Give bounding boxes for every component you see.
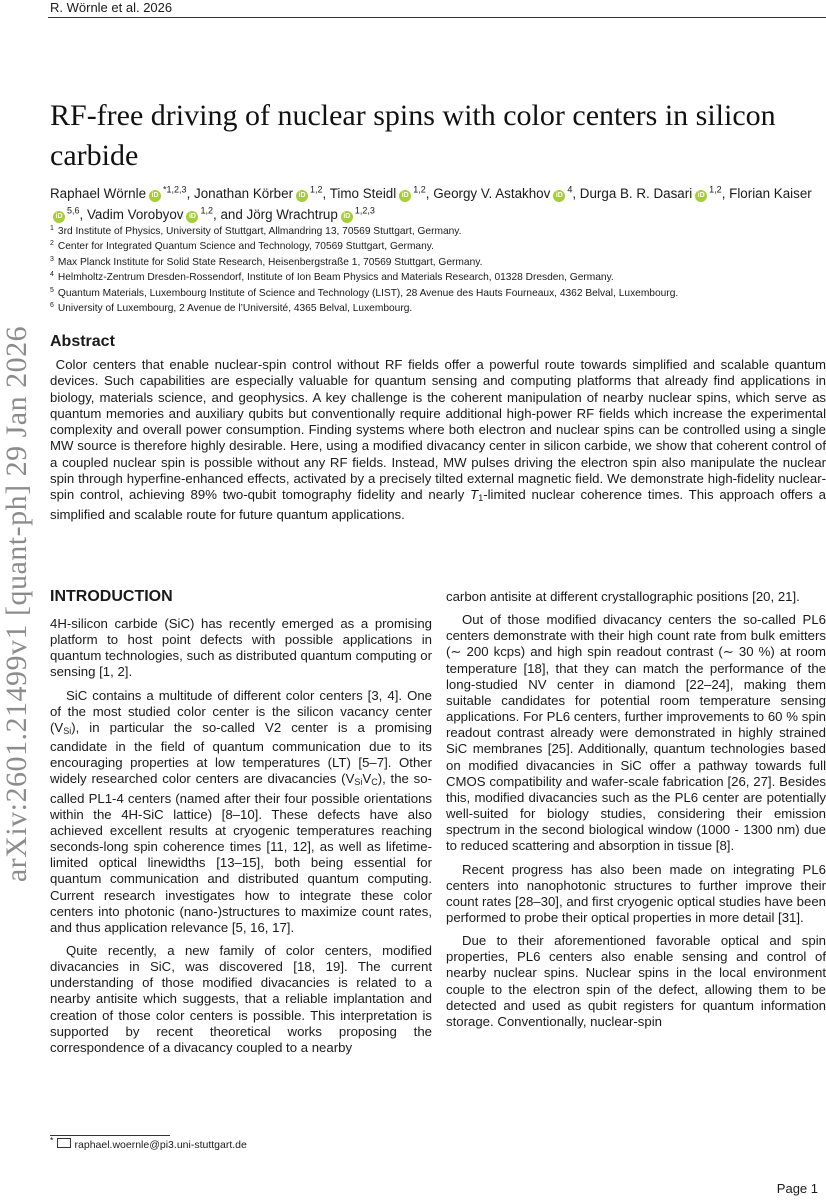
- paper-title: RF-free driving of nuclear spins with color centers in silicon carbide: [50, 99, 776, 172]
- email-link[interactable]: raphael.woernle@pi3.uni-stuttgart.de: [74, 1139, 247, 1151]
- left-column: [50, 588, 432, 1063]
- affiliation-number: 3: [50, 255, 54, 263]
- author-name: Raphael Wörnle: [50, 186, 147, 201]
- affiliation-number: 5: [50, 286, 54, 294]
- intro-paragraph-3-continued: carbon antisite at different crystallographic positions [20, 21].: [446, 589, 800, 604]
- author-name: Jörg Wrachtrup: [246, 207, 338, 222]
- intro-paragraph-6: Due to their aforementioned favorable optical and spin properties, PL6 centers also enable sensing and control of nearby nuclear spins. Nuclear spins in the local environment couple to the electron spin of the defect, allowing them to be detected and used as qubit registers for quantum information storage. Conventionally, nuclear-spin: [446, 933, 826, 1029]
- author-name: Durga B. R. Dasari: [579, 186, 693, 201]
- author-affiliation-marker: 1,2: [200, 205, 213, 216]
- orcid-icon[interactable]: iD: [341, 211, 353, 223]
- affiliation-number: 6: [50, 302, 54, 310]
- affiliation-item: [50, 286, 820, 301]
- running-head: R. Wörnle et al. 2026: [50, 0, 173, 15]
- affiliation-item: [50, 224, 820, 239]
- abstract-heading: Abstract: [50, 333, 115, 350]
- author-name: Georgy V. Astakhov: [433, 186, 551, 201]
- orcid-icon[interactable]: iD: [296, 190, 308, 202]
- intro-paragraph-5: Recent progress has also been made on integrating PL6 centers into nanophotonic structures to further improve their count rates [28–30], and first cryogenic optical studies have been performed to probe their optical properties in more detail [31].: [446, 861, 826, 925]
- author-affiliation-marker: 1,2: [413, 184, 426, 195]
- affiliation-text: Helmholtz-Zentrum Dresden-Rossendorf, Institute of Ion Beam Physics and Materials Research, 01328 Dresden, Germany.: [57, 272, 614, 284]
- footnote-rule: [50, 1135, 170, 1136]
- intro-paragraph-3: Quite recently, a new family of color centers, modified divacancies in SiC, was discovered [18, 19]. The current understanding of those modified divacancies is related to a nearby antisite which suggests, that a reliable implantation and creation of those color centers is possible. This interpretation is supported by recent theoretical works proposing the correspondence of a divacancy coupled to a nearby: [50, 942, 432, 1055]
- author-name: Florian Kaiser: [729, 186, 812, 201]
- orcid-icon[interactable]: iD: [186, 211, 198, 223]
- author-affiliation-marker: 1,2,3: [354, 205, 375, 216]
- affiliation-list: [50, 224, 820, 316]
- affiliation-text: Max Planck Institute for Solid State Research, Heisenbergstraße 1, 70569 Stuttgart, Germany.: [57, 256, 483, 268]
- orcid-icon[interactable]: iD: [149, 190, 161, 202]
- affiliation-text: 3rd Institute of Physics, University of Stuttgart, Allmandring 13, 70569 Stuttgart, Germany.: [57, 226, 462, 237]
- affiliation-number: 4: [50, 271, 54, 279]
- intro-paragraph-4: Out of those modified divacancy centers the so-called PL6 centers demonstrate with their high count rate from bulk emitters (∼ 200 kcps) and high spin readout contrast (∼ 30 %) at room temperature [18], that they can match the performance of the long-studied NV center in diamond [22–24], making them suitable candidates for potential room temperature sensing applications. For PL6 centers, further improvements to 60 % spin readout contrast already were demonstrated in highly strained SiC membranes [25]. Additionally, quantum technologies based on modified divacancies in SiC offer a pathway towards full CMOS compatibility and wafer-scale fabrication [26, 27]. Besides this, modified divacancies such as the PL6 center are potentially well-suited for biology studies, considering their emission spectrum in the second biological window (1000 - 1300 nm) due to reduced scattering and absorption in tissue [8].: [446, 612, 826, 854]
- arxiv-identifier: arXiv:2601.21499v1 [quant-ph] 29 Jan 2026: [0, 325, 33, 883]
- author-affiliation-marker: 1,2: [310, 184, 323, 195]
- author-name: Vadim Vorobyov: [86, 207, 184, 222]
- introduction-heading: INTRODUCTION: [50, 588, 173, 605]
- abstract-body: Color centers that enable nuclear-spin control without RF fields offer a powerful route towards simplified and scalable quantum devices. Such capabilities are especially valuable for quantum sensing and computing platforms that already find applications in biology, materials science, and geophysics. A key challenge is the coherent manipulation of nearby nuclear spins, which serve as quantum memories and auxiliary qubits but conventionally require additional high-power RF fields which increase the experimental complexity and overall power consumption. Finding systems where both electron and nuclear spins can be controlled using a single MW source is therefore highly desirable. Here, using a modified divacancy center in silicon carbide, we show that coherent control of a coupled nuclear spin is possible without any RF fields. Instead, MW pulses driving the electron spin also manipulate the nuclear spin through hyperfine-enhanced effects, activated by a precisely tilted external magnetic field. We demonstrate high-fidelity nuclear-spin control, achieving 89% two-qubit tomography fidelity and nearly $T_1$-limited nuclear coherence times. This approach offers a simplified and scalable route for future quantum applications.: [50, 357, 826, 522]
- affiliation-number: 2: [50, 240, 54, 248]
- author-name: Jonathan Körber: [194, 186, 294, 201]
- affiliation-text: University of Luxembourg, 2 Avenue de l’Université, 4365 Belval, Luxembourg.: [57, 303, 413, 315]
- author-affiliation-marker: 1,2: [709, 184, 722, 195]
- author-affiliation-marker: 4: [567, 184, 573, 195]
- page-number: Page 1: [776, 1181, 818, 1196]
- affiliation-text: Center for Integrated Quantum Science and Technology, 70569 Stuttgart, Germany.: [57, 241, 434, 253]
- affiliation-item: [50, 270, 820, 285]
- right-column: [446, 589, 826, 1037]
- affiliation-text: Quantum Materials, Luxembourg Institute of Science and Technology (LIST), 28 Avenue des Hauts Fourneaux, 4362 Belval, Luxembourg.: [57, 287, 679, 299]
- envelope-icon: [57, 1138, 71, 1148]
- affiliation-item: [50, 255, 820, 270]
- orcid-icon[interactable]: iD: [399, 190, 411, 202]
- intro-paragraph-1: 4H-silicon carbide (SiC) has recently emerged as a promising platform to host point defects with possible applications in quantum technologies, such as distributed quantum computing or sensing [1, 2].: [50, 616, 432, 680]
- affiliation-item: [50, 301, 820, 316]
- author-name: Timo Steidl: [329, 186, 397, 201]
- author-affiliation-marker: *1,2,3: [163, 184, 187, 195]
- orcid-icon[interactable]: iD: [53, 211, 65, 223]
- affiliation-number: 1: [50, 225, 54, 232]
- affiliation-item: [50, 239, 820, 254]
- corresponding-author-footnote: * raphael.woernle@pi3.uni-stuttgart.de: [50, 1135, 247, 1151]
- header-rule: [48, 17, 826, 18]
- author-list: Raphael Wörnle iD$^{*1,2,3}$, Jonathan Körber iD$^{1,2}$, Timo Steidl iD$^{1,2}$, Georgy V. Astakhov $iD^4$, Durga B. R. Dasari iD$^{1,2}$, Florian KaiseriD$^{5,6}$, Vadim Vorobyov iD$^{1,2}$, and Jörg Wrachtrup iD$^{1,2,3}$: [50, 184, 812, 222]
- intro-paragraph-2: SiC contains a multitude of different color centers [3, 4]. One of the most studied color center is the silicon vacancy center $(V_{Si})$, in particular the so-called V2 center is a promising candidate in the field of quantum communication due to its encouraging properties at low temperatures (LT) [5–7]. Other widely researched color centers are divacancies $(V_{Si}V_C)$, the so-called PL1-4 centers (named after their four possible orientations within the 4H-SiC lattice) [8–10]. These defects have also achieved excellent results at cryogenic temperatures reaching seconds-long spin coherence times [11, 12], as well as lifetime-limited optical linewidths [13–15], both being essential for quantum communication and distributed quantum computing. Current research investigates how to integrate these color centers into photonic (nano-)structures to maximize count rates, and thus application relevance [5, 16, 17].: [50, 687, 432, 935]
- orcid-icon[interactable]: iD: [695, 190, 707, 202]
- orcid-icon[interactable]: iD: [553, 190, 565, 202]
- author-affiliation-marker: 5,6: [67, 205, 80, 216]
